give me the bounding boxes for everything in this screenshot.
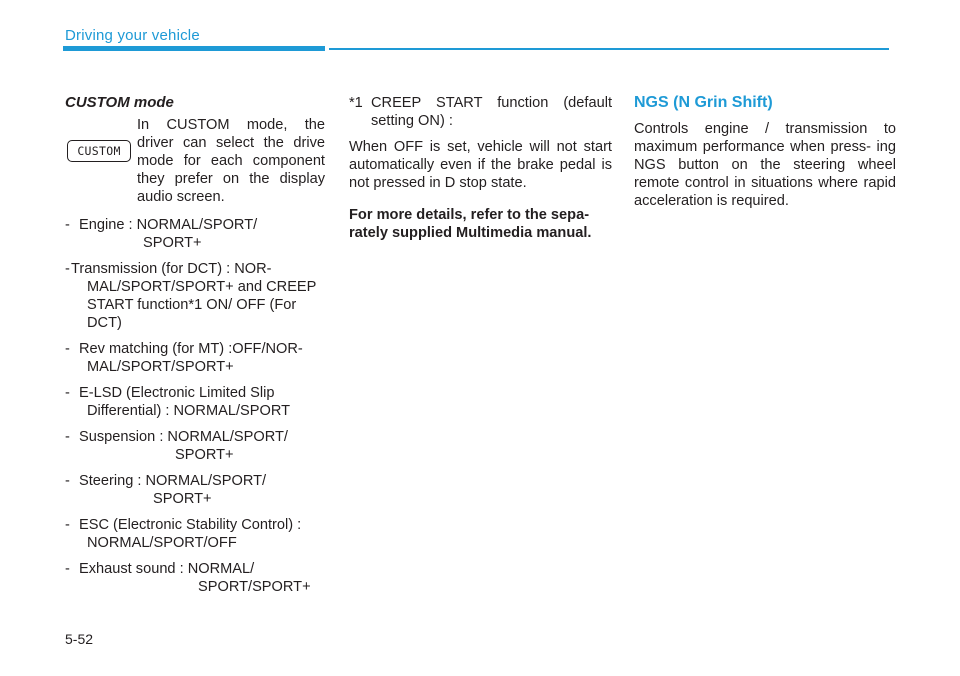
ngs-heading: NGS (N Grin Shift)	[634, 94, 773, 111]
custom-mode-intro	[65, 116, 325, 208]
ngs-text: Controls engine / transmission to maximum performance when press- ing NGS button on the steering wheel remote control in situations where rapid acceleration is required.	[634, 121, 896, 209]
footnote-mark: *1	[349, 95, 363, 111]
custom-mode-heading: CUSTOM mode	[65, 94, 174, 111]
header-rule-thick	[63, 46, 325, 51]
list-item-continuation: MAL/SPORT/SPORT+ and CREEP START function*1 ON/ OFF (For DCT)	[87, 279, 317, 331]
list-dash: -	[65, 473, 70, 489]
list-item-line: Steering : NORMAL/SPORT/	[79, 473, 267, 489]
list-item-elsd	[65, 384, 325, 420]
list-item-steering	[65, 472, 325, 508]
list-item-continuation: SPORT+	[153, 491, 212, 507]
list-item-continuation: SPORT+	[175, 447, 234, 463]
list-item-continuation: MAL/SPORT/SPORT+	[87, 359, 234, 375]
multimedia-manual-note: For more details, refer to the sepa- rately supplied Multimedia manual.	[349, 207, 592, 241]
list-item-rev-matching	[65, 340, 325, 376]
list-dash: -	[65, 341, 70, 357]
list-item-suspension	[65, 428, 325, 464]
list-item-continuation: Differential) : NORMAL/SPORT	[87, 403, 291, 419]
list-item-line: Suspension : NORMAL/SPORT/	[79, 429, 288, 445]
footnote	[349, 94, 612, 130]
list-dash: -	[65, 517, 70, 533]
list-item-line: E-LSD (Electronic Limited Slip	[79, 385, 275, 401]
list-dash: -	[65, 217, 70, 233]
list-item-line: Exhaust sound : NORMAL/	[79, 561, 255, 577]
header-rule-thin	[329, 48, 889, 50]
list-item-line: ESC (Electronic Stability Control) :	[79, 517, 302, 533]
list-item-esc	[65, 516, 325, 552]
column-right	[634, 94, 896, 218]
footnote-text: CREEP START function (default setting ON) :	[371, 95, 612, 129]
list-item-line: Rev matching (for MT) :OFF/NOR-	[79, 341, 303, 357]
list-item-transmission	[65, 260, 325, 332]
column-left	[65, 94, 325, 604]
page-number: 5-52	[65, 631, 94, 647]
list-item-continuation: SPORT+	[143, 235, 202, 251]
list-dash: -	[65, 261, 70, 277]
list-item-line: Transmission (for DCT) : NOR-	[71, 261, 272, 277]
custom-badge-icon: CUSTOM	[67, 140, 131, 162]
list-item-engine	[65, 216, 325, 252]
off-paragraph: When OFF is set, vehicle will not start automatically even if the brake pedal is not pressed in D stop state.	[349, 139, 612, 191]
list-item-continuation: NORMAL/SPORT/OFF	[87, 535, 237, 551]
custom-mode-intro-text: In CUSTOM mode, the driver can select the drive mode for each component they prefer on the display audio screen.	[137, 117, 325, 205]
list-dash: -	[65, 429, 70, 445]
list-dash: -	[65, 385, 70, 401]
section-title: Driving your vehicle	[65, 27, 200, 44]
column-middle	[349, 94, 612, 250]
list-item-continuation: SPORT/SPORT+	[198, 579, 311, 595]
list-item-exhaust	[65, 560, 325, 596]
list-dash: -	[65, 561, 70, 577]
list-item-line: Engine : NORMAL/SPORT/	[79, 217, 258, 233]
